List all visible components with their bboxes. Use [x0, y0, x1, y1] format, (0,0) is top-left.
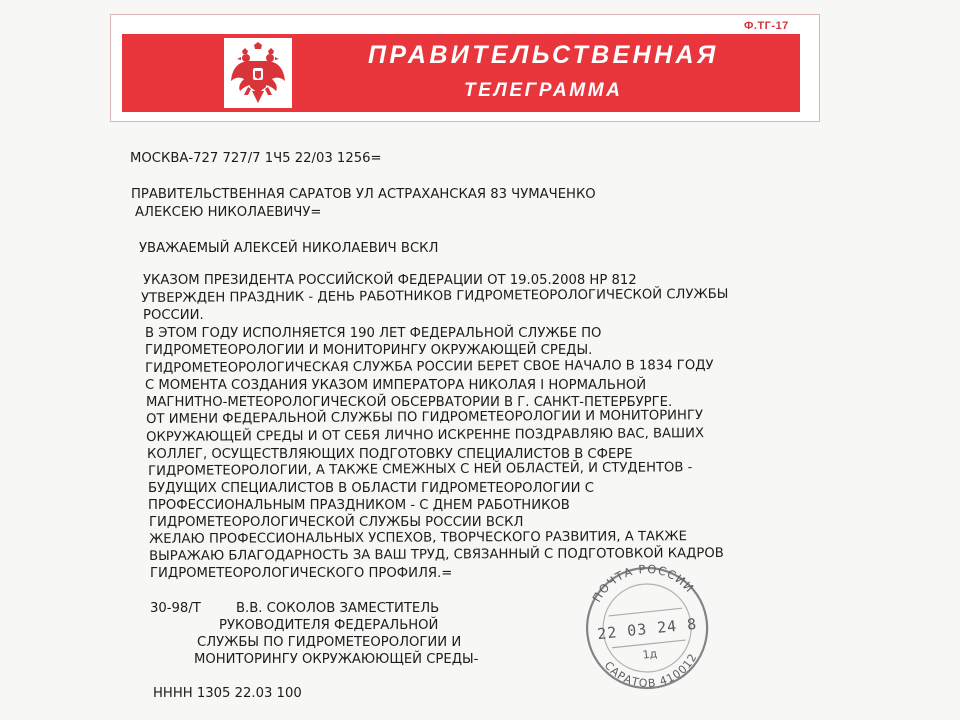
greeting: УВАЖАЕМЫЙ АЛЕКСЕЙ НИКОЛАЕВИЧ ВСКЛ: [139, 241, 439, 256]
stamp-bottom-text: САРАТОВ 410012: [601, 650, 700, 691]
telegram-subtitle: ТЕЛЕГРАММА: [464, 80, 623, 101]
body-line: ГИДРОМЕТЕОРОЛОГИИ И МОНИТОРИНГУ ОКРУЖАЮЩЕЙ СРЕДЫ.: [145, 343, 593, 358]
body-line: ГИДРОМЕТЕОРОЛОГИЧЕСКОЙ СЛУЖБЫ РОССИИ ВСКЛ: [149, 515, 524, 530]
body-line: ОТ ИМЕНИ ФЕДЕРАЛЬНОЙ СЛУЖБЫ ПО ГИДРОМЕТЕОРОЛОГИИ И МОНИТОРИНГУ: [146, 408, 704, 427]
body-line: БУДУЩИХ СПЕЦИАЛИСТОВ В ОБЛАСТИ ГИДРОМЕТЕОРОЛОГИИ С: [148, 481, 594, 496]
address-line-1: ПРАВИТЕЛЬСТВЕННАЯ САРАТОВ УЛ АСТРАХАНСКАЯ 83 ЧУМАЧЕНКО: [131, 187, 596, 202]
address-line-2: АЛЕКСЕЮ НИКОЛАЕВИЧУ=: [135, 205, 322, 220]
signature-line-1: В.В. СОКОЛОВ ЗАМЕСТИТЕЛЬ: [236, 601, 440, 616]
body-line: ПРОФЕССИОНАЛЬНЫМ ПРАЗДНИКОМ - С ДНЕМ РАБОТНИКОВ: [148, 498, 570, 513]
body-line: В ЭТОМ ГОДУ ИСПОЛНЯЕТСЯ 190 ЛЕТ ФЕДЕРАЛЬНОЙ СЛУЖБЕ ПО: [145, 326, 602, 341]
signature-line-3: СЛУЖБЫ ПО ГИДРОМЕТЕОРОЛОГИИ И: [197, 635, 462, 650]
origin-line: МОСКВА-727 727/7 1Ч5 22/03 1256=: [130, 151, 382, 166]
body-line: УТВЕРЖДЕН ПРАЗДНИК - ДЕНЬ РАБОТНИКОВ ГИДРОМЕТЕОРОЛОГИЧЕСКОЙ СЛУЖБЫ: [141, 286, 729, 306]
telegram-title: ПРАВИТЕЛЬСТВЕННАЯ: [368, 41, 719, 69]
form-code: Ф.ТГ-17: [744, 20, 789, 32]
postal-stamp: [566, 555, 729, 700]
signature-code: 30-98/Т: [150, 601, 201, 616]
footer-line: НННН 1305 22.03 100: [153, 686, 302, 701]
body-line: ЖЕЛАЮ ПРОФЕССИОНАЛЬНЫХ УСПЕХОВ, ТВОРЧЕСКОГО РАЗВИТИЯ, А ТАКЖЕ: [149, 529, 687, 547]
stamp-office: 1д: [641, 647, 658, 662]
body-line: ГИДРОМЕТЕОРОЛОГИЧЕСКОГО ПРОФИЛЯ.=: [150, 566, 453, 581]
body-line: С МОМЕНТА СОЗДАНИЯ УКАЗОМ ИМПЕРАТОРА НИКОЛАЯ I НОРМАЛЬНОЙ: [145, 378, 647, 393]
postal-stamp-graphic: [566, 555, 729, 700]
body-line: ГИДРОМЕТЕОРОЛОГИЧЕСКАЯ СЛУЖБА РОССИИ БЕРЕТ СВОЕ НАЧАЛО В 1834 ГОДУ: [145, 358, 714, 376]
stamp-top-text: ПОЧТА РОССИИ: [589, 561, 698, 605]
body-line: ОКРУЖАЮЩЕЙ СРЕДЫ И ОТ СЕБЯ ЛИЧНО ИСКРЕННЕ ПОЗДРАВЛЯЮ ВАС, ВАШИХ: [146, 426, 705, 445]
body-line: КОЛЛЕГ, ОСУЩЕСТВЛЯЮЩИХ ПОДГОТОВКУ СПЕЦИАЛИСТОВ В СФЕРЕ: [147, 447, 633, 462]
body-line: РОССИИ.: [143, 308, 204, 323]
russian-coat-of-arms-icon: [224, 38, 292, 108]
body-line: ГИДРОМЕТЕОРОЛОГИИ, А ТАКЖЕ СМЕЖНЫХ С НЕЙ ОБЛАСТЕЙ, И СТУДЕНТОВ -: [148, 460, 693, 479]
signature-line-2: РУКОВОДИТЕЛЯ ФЕДЕРАЛЬНОЙ: [219, 618, 439, 633]
signature-line-4: МОНИТОРИНГУ ОКРУЖАЮЮЩЕЙ СРЕДЫ-: [194, 652, 479, 667]
svg-text:ПОЧТА РОССИИ: [586, 557, 698, 606]
body-line: УКАЗОМ ПРЕЗИДЕНТА РОССИЙСКОЙ ФЕДЕРАЦИИ ОТ 19.05.2008 НР 812: [143, 273, 637, 288]
stamp-date: 22 03 24 8: [596, 614, 699, 644]
body-line: ВЫРАЖАЮ БЛАГОДАРНОСТЬ ЗА ВАШ ТРУД, СВЯЗАННЫЙ С ПОДГОТОВКОЙ КАДРОВ: [149, 545, 724, 564]
body-line: МАГНИТНО-МЕТЕОРОЛОГИЧЕСКОЙ ОБСЕРВАТОРИИ В Г. САНКТ-ПЕТЕРБУРГЕ.: [146, 395, 673, 410]
